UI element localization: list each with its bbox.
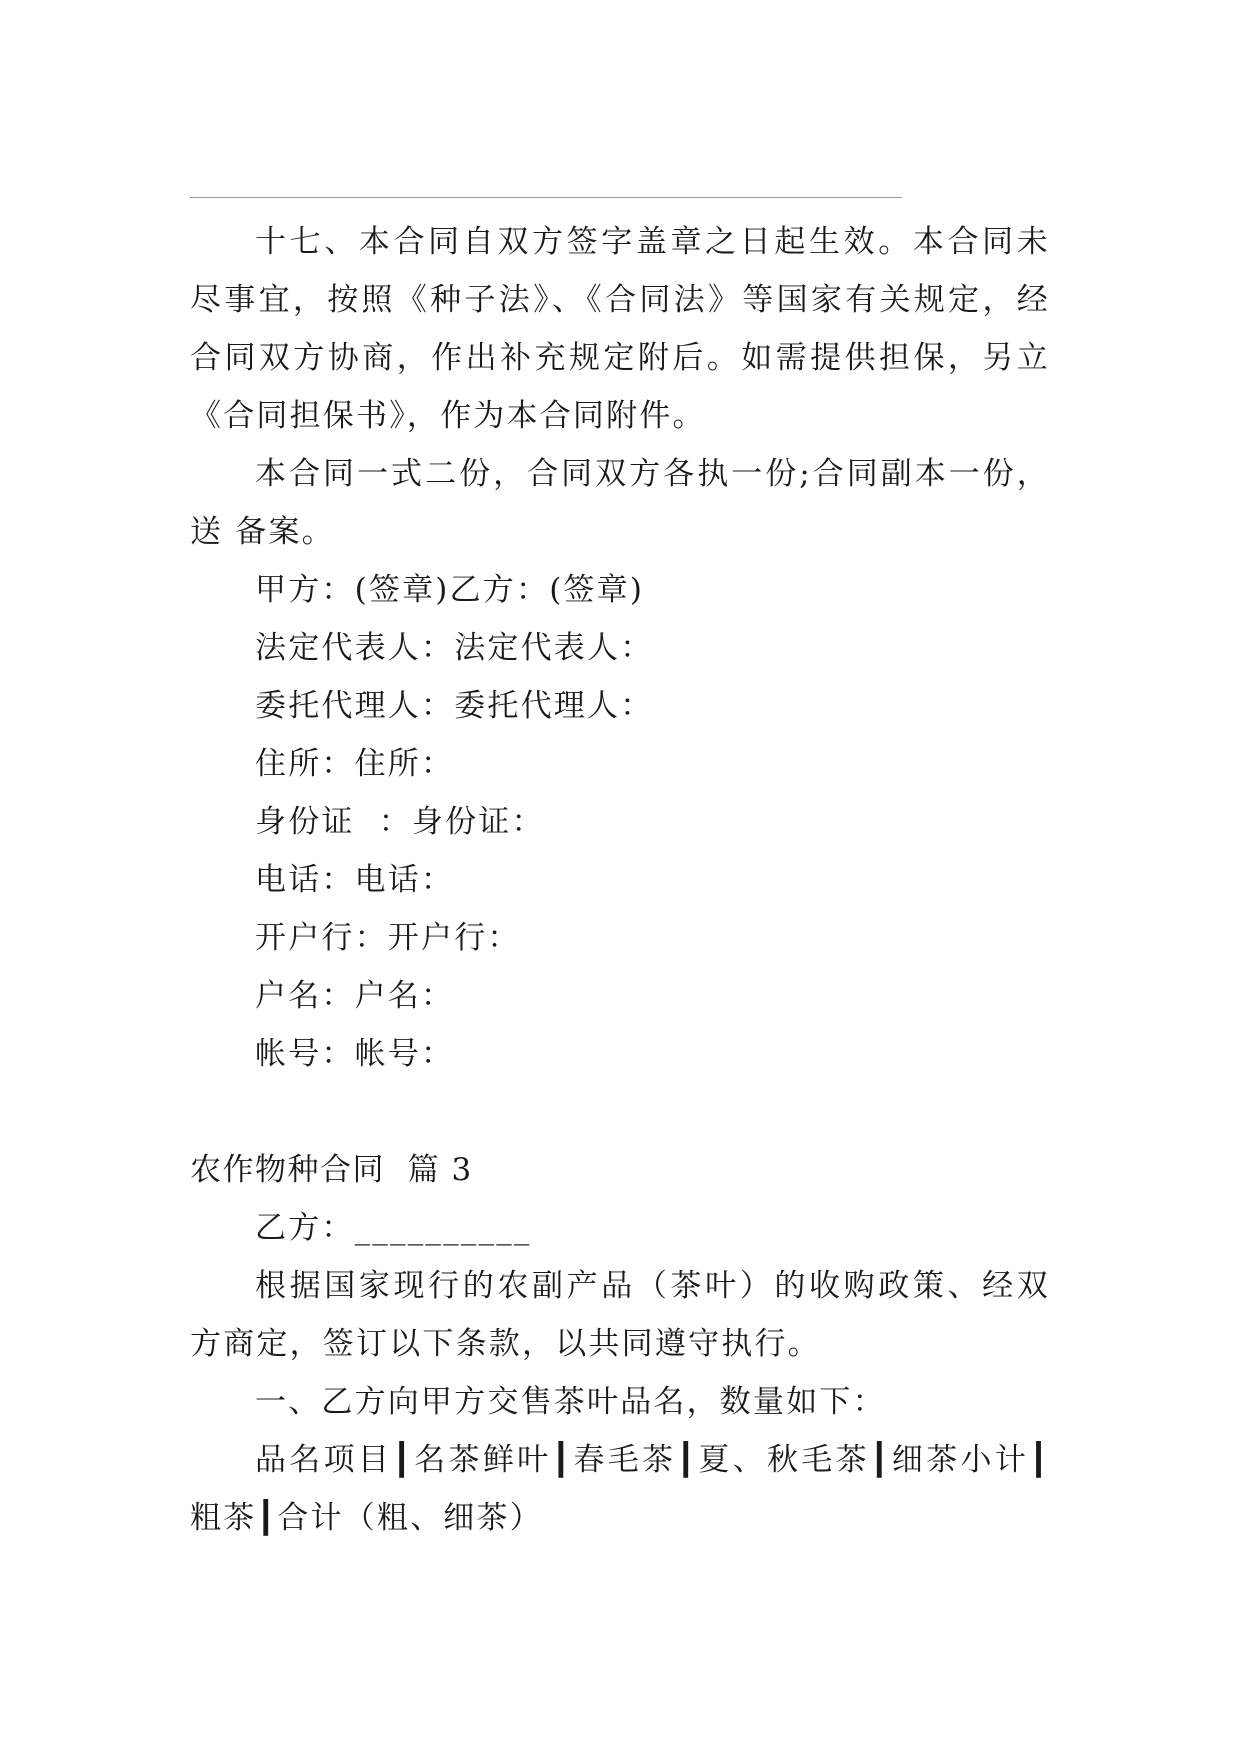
signature-phone: 电话：电话：: [255, 862, 455, 898]
table-header-row: 品名项目┃名茶鲜叶┃春毛茶┃夏、秋毛茶┃细茶小计┃粗茶┃合计（粗、细茶）: [190, 1442, 1050, 1536]
signature-id-card: 身份证 ：身份证：: [255, 804, 545, 840]
section-3-title: 农作物种合同 篇 3: [190, 1152, 473, 1188]
article-17-paragraph: 十七、本合同自双方签字盖章之日起生效。本合同未尽事宜，按照《种子法》、《合同法》等国家有关规定，经合同双方协商，作出补充规定附后。如需提供担保，另立《合同担保书》，作为本合同附件。: [190, 224, 1050, 434]
section-spacer: [190, 1083, 1050, 1141]
signature-legal-rep: 法定代表人：法定代表人：: [255, 630, 654, 666]
signature-bank: 开户行：开户行：: [255, 920, 521, 956]
signature-account-name: 户名：户名：: [255, 978, 455, 1014]
signature-account-number: 帐号：帐号：: [255, 1036, 455, 1072]
party-b-line: 乙方：__________: [255, 1210, 532, 1246]
clause-1: 一、乙方向甲方交售茶叶品名，数量如下：: [255, 1384, 886, 1420]
signature-parties: 甲方：(签章)乙方：(签章): [255, 572, 645, 608]
document-body: [190, 213, 1050, 1547]
copies-paragraph: 本合同一式二份，合同双方各执一份;合同副本一份，送 备案。: [190, 456, 1050, 550]
top-divider-line: [190, 197, 902, 198]
intro-paragraph: 根据国家现行的农副产品（茶叶）的收购政策、经双方商定，签订以下条款，以共同遵守执行。: [190, 1268, 1050, 1362]
signature-agent: 委托代理人：委托代理人：: [255, 688, 654, 724]
signature-address: 住所：住所：: [255, 746, 455, 782]
